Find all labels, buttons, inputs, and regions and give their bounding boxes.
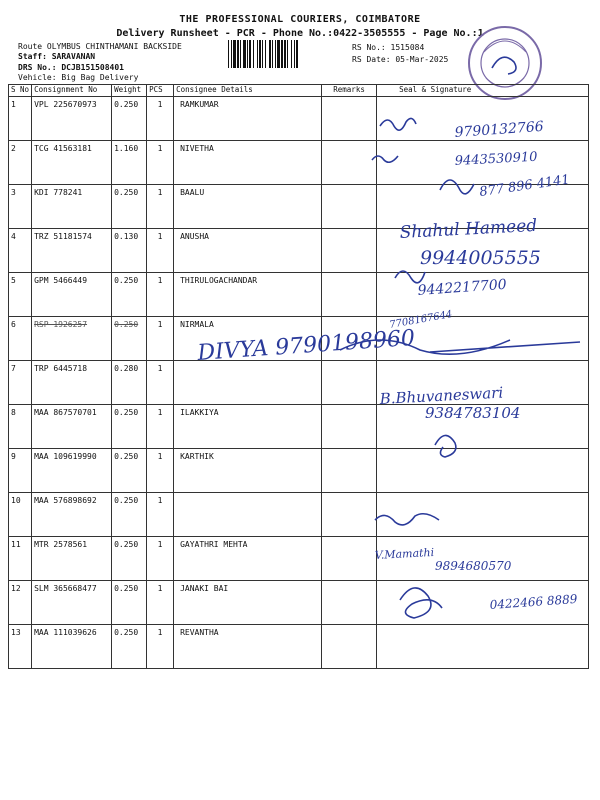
cell-sno: 10: [9, 493, 32, 537]
cell-signature: [377, 537, 589, 581]
cell-consignee: GAYATHRI MEHTA: [174, 537, 322, 581]
col-consignee: Consignee Details: [174, 85, 322, 97]
vehicle-value: Big Bag Delivery: [61, 73, 139, 82]
cell-remarks: [322, 97, 377, 141]
cell-weight: 0.250: [112, 537, 147, 581]
cell-weight: 0.250: [112, 317, 147, 361]
cell-consignment: VPL 225670973: [32, 97, 112, 141]
table-row: [9, 361, 589, 405]
cell-signature: [377, 361, 589, 405]
cell-consignment: MAA 111039626: [32, 625, 112, 669]
cell-sno: 6: [9, 317, 32, 361]
cell-sno: 3: [9, 185, 32, 229]
cell-consignee: RAMKUMAR: [174, 97, 322, 141]
cell-consignment: MAA 109619990: [32, 449, 112, 493]
cell-sno: 12: [9, 581, 32, 625]
cell-consignment: TRP 6445718: [32, 361, 112, 405]
cell-pcs: 1: [147, 97, 174, 141]
cell-consignment: KDI 778241: [32, 185, 112, 229]
cell-weight: 0.250: [112, 405, 147, 449]
cell-remarks: [322, 141, 377, 185]
cell-signature: [377, 97, 589, 141]
cell-consignment: TRZ 51181574: [32, 229, 112, 273]
cell-sno: 7: [9, 361, 32, 405]
cell-sno: 2: [9, 141, 32, 185]
vehicle-label: Vehicle:: [18, 73, 57, 82]
cell-sno: 13: [9, 625, 32, 669]
handwritten-note: 7708167644: [388, 309, 454, 331]
rs-date-label: RS Date:: [352, 55, 391, 64]
table-row: [9, 185, 589, 229]
col-consignment: Consignment No: [32, 85, 112, 97]
table-row: [9, 405, 589, 449]
table-row: [9, 493, 589, 537]
table-row: [9, 581, 589, 625]
cell-consignment: MAA 867570701: [32, 405, 112, 449]
cell-consignment: RSP 1926257: [32, 317, 112, 361]
staff-label: Staff:: [18, 52, 47, 61]
col-pcs: PCS: [147, 85, 174, 97]
cell-signature: [377, 141, 589, 185]
route-line: [18, 42, 182, 51]
cell-remarks: [322, 361, 377, 405]
cell-consignment: SLM 365668477: [32, 581, 112, 625]
cell-pcs: 1: [147, 493, 174, 537]
cell-pcs: 1: [147, 581, 174, 625]
handwritten-note: 0422466 8889: [489, 591, 578, 612]
cell-remarks: [322, 273, 377, 317]
cell-pcs: 1: [147, 405, 174, 449]
handwritten-note: 9790132766: [454, 118, 545, 141]
cell-weight: 0.250: [112, 625, 147, 669]
cell-weight: 0.130: [112, 229, 147, 273]
cell-signature: [377, 449, 589, 493]
table-row: [9, 273, 589, 317]
handwritten-note: V.Mamathi: [374, 545, 435, 562]
cell-sno: 4: [9, 229, 32, 273]
vehicle-line: [18, 73, 138, 82]
col-remarks: Remarks: [322, 85, 377, 97]
cell-pcs: 1: [147, 185, 174, 229]
cell-remarks: [322, 229, 377, 273]
col-weight: Weight: [112, 85, 147, 97]
table-header-row: [9, 85, 589, 97]
cell-signature: [377, 317, 589, 361]
table-row: [9, 625, 589, 669]
route-label: Route: [18, 42, 43, 51]
handwritten-note: 9442217700: [417, 276, 508, 299]
handwritten-note: 9384783104: [425, 404, 521, 422]
cell-consignee: ILAKKIYA: [174, 405, 322, 449]
cell-pcs: 1: [147, 317, 174, 361]
cell-remarks: [322, 185, 377, 229]
cell-consignee: THIRULOGACHANDAR: [174, 273, 322, 317]
barcode: [228, 40, 344, 68]
route-value: OLYMBUS CHINTHAMANI BACKSIDE: [46, 42, 182, 51]
col-sno: S No: [9, 85, 32, 97]
handwritten-note: 9443530910: [454, 149, 538, 169]
cell-weight: 0.250: [112, 581, 147, 625]
drs-label: DRS No.:: [18, 63, 57, 72]
handwritten-note: B.Bhuvaneswari: [379, 383, 504, 408]
cell-pcs: 1: [147, 449, 174, 493]
handwritten-note: DIVYA 9790198960: [196, 325, 416, 366]
cell-sno: 11: [9, 537, 32, 581]
cell-signature: [377, 581, 589, 625]
cell-sno: 5: [9, 273, 32, 317]
col-seal-signature: Seal & Signature: [377, 85, 589, 97]
company-title: THE PROFESSIONAL COURIERS, COIMBATORE: [179, 14, 421, 25]
cell-weight: 0.250: [112, 185, 147, 229]
cell-weight: 0.280: [112, 361, 147, 405]
cell-weight: 0.250: [112, 449, 147, 493]
cell-pcs: 1: [147, 625, 174, 669]
cell-remarks: [322, 405, 377, 449]
cell-remarks: [322, 581, 377, 625]
cell-signature: [377, 493, 589, 537]
cell-consignee: NIVETHA: [174, 141, 322, 185]
cell-consignee: KARTHIK: [174, 449, 322, 493]
cell-sno: 8: [9, 405, 32, 449]
runsheet-subtitle: Delivery Runsheet - PCR - Phone No.:0422-3505555 - Page No.:1: [116, 28, 484, 39]
table-row: [9, 97, 589, 141]
rs-no-value: 1515084: [390, 43, 425, 52]
cell-remarks: [322, 537, 377, 581]
cell-signature: [377, 625, 589, 669]
cell-remarks: [322, 493, 377, 537]
staff-value: SARAVANAN: [51, 52, 96, 61]
cell-signature: [377, 229, 589, 273]
handwritten-note: 877 896 4141: [478, 172, 571, 200]
cell-pcs: 1: [147, 229, 174, 273]
handwritten-note: 9894680570: [435, 559, 512, 573]
cell-remarks: [322, 449, 377, 493]
table-row: [9, 141, 589, 185]
cell-consignee: ANUSHA: [174, 229, 322, 273]
drs-line: [18, 63, 124, 72]
cell-consignment: GPM 5466449: [32, 273, 112, 317]
cell-consignment: MAA 576898692: [32, 493, 112, 537]
rs-date-value: 05-Mar-2025: [395, 55, 449, 64]
cell-consignee: JANAKI BAI: [174, 581, 322, 625]
rs-date-line: [352, 55, 448, 64]
rs-no-label: RS No.:: [352, 43, 386, 52]
cell-consignee: [174, 361, 322, 405]
cell-pcs: 1: [147, 537, 174, 581]
cell-pcs: 1: [147, 361, 174, 405]
table-row: [9, 317, 589, 361]
handwritten-note: Shahul Hameed: [399, 215, 538, 243]
runsheet-table: [8, 84, 589, 669]
rs-no-line: [352, 43, 424, 52]
cell-consignee: BAALU: [174, 185, 322, 229]
table-row: [9, 449, 589, 493]
table-row: [9, 229, 589, 273]
staff-line: [18, 52, 95, 61]
cell-signature: [377, 185, 589, 229]
cell-consignment: TCG 41563181: [32, 141, 112, 185]
cell-weight: 0.250: [112, 273, 147, 317]
cell-weight: 0.250: [112, 493, 147, 537]
cell-consignment: MTR 2578561: [32, 537, 112, 581]
cell-sno: 9: [9, 449, 32, 493]
cell-signature: [377, 273, 589, 317]
cell-pcs: 1: [147, 141, 174, 185]
cell-sno: 1: [9, 97, 32, 141]
cell-weight: 0.250: [112, 97, 147, 141]
cell-consignee: REVANTHA: [174, 625, 322, 669]
cell-remarks: [322, 317, 377, 361]
cell-consignee: [174, 493, 322, 537]
handwritten-note: 9944005555: [420, 247, 541, 269]
cell-weight: 1.160: [112, 141, 147, 185]
cell-consignee: NIRMALA: [174, 317, 322, 361]
cell-pcs: 1: [147, 273, 174, 317]
cell-signature: [377, 405, 589, 449]
cell-remarks: [322, 625, 377, 669]
table-row: [9, 537, 589, 581]
drs-value: DCJB151508401: [61, 63, 124, 72]
